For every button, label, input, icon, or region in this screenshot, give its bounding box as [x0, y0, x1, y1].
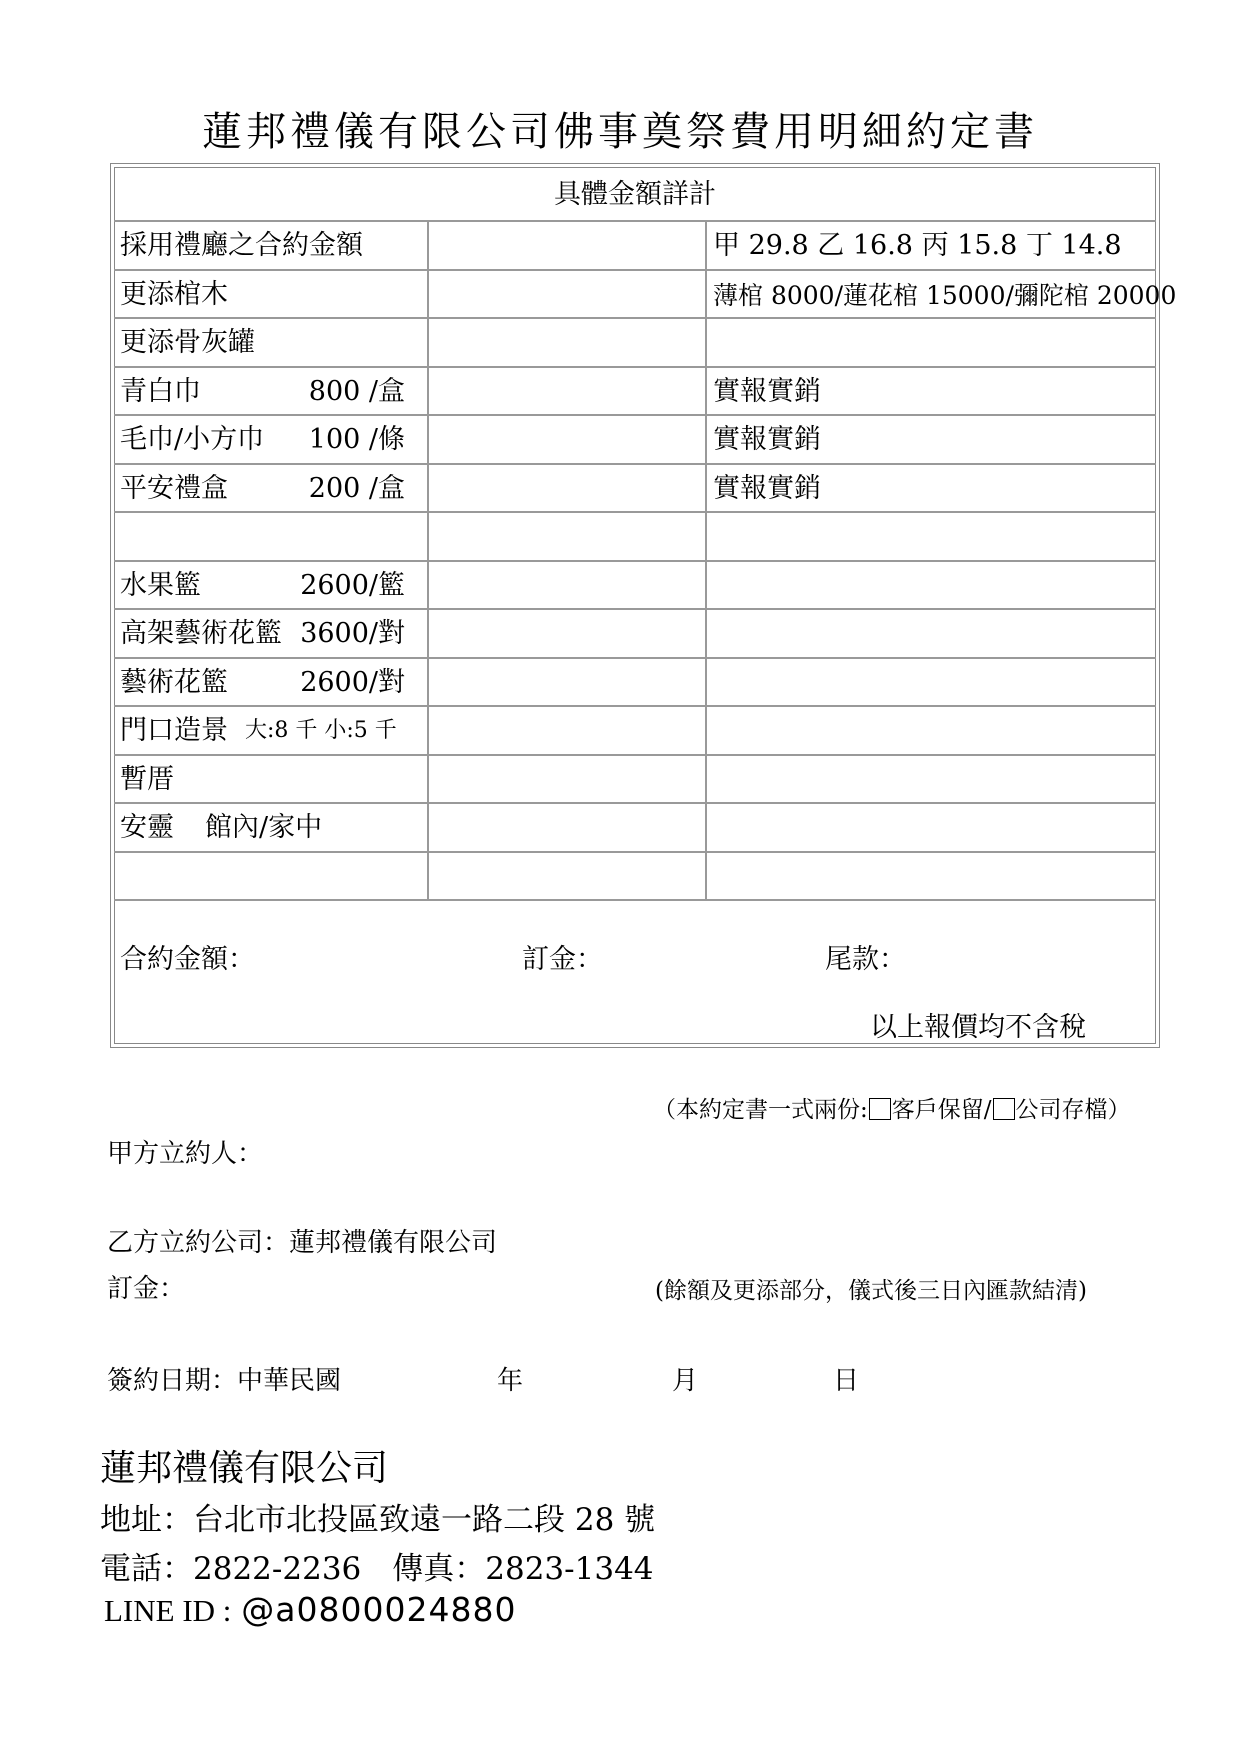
row-divider: [114, 657, 1156, 659]
line-id-value: @a0800024880: [241, 1590, 517, 1629]
company-phone: 電話：2822-2236 傳真：2823-1344: [100, 1551, 654, 1587]
copies-customer: 客戶保留/: [891, 1097, 992, 1123]
row-divider: [114, 463, 1156, 465]
column-divider: [705, 220, 707, 899]
row-divider: [114, 608, 1156, 610]
sign-date-day: 日: [833, 1366, 860, 1396]
table-cell-note: 實報實銷: [713, 424, 821, 455]
table-cell-note: 薄棺 8000/蓮花棺 15000/彌陀棺 20000: [713, 280, 1177, 310]
row-divider: [114, 269, 1156, 271]
row-divider: [114, 317, 1156, 319]
table-cell-item: 水果籃: [120, 569, 201, 601]
copies-company: 公司存檔）: [1015, 1097, 1131, 1123]
header-divider: [114, 220, 1156, 222]
table-cell-item: 門口造景: [120, 715, 228, 746]
sign-date-year: 年: [497, 1366, 524, 1396]
table-cell-item: 暫厝: [120, 763, 174, 795]
table-cell-item: 青白巾: [120, 375, 201, 407]
table-cell-item: 藝術花籃: [120, 666, 228, 698]
party-a-label: 甲方立約人：: [107, 1139, 264, 1169]
table-cell-note: 甲 29.8 乙 16.8 丙 15.8 丁 14.8: [713, 230, 1122, 261]
table-cell-note: 實報實銷: [713, 472, 821, 504]
balance-label: 尾款：: [825, 944, 906, 975]
table-cell-price: 2600/籃: [300, 569, 405, 601]
table-cell-price: 3600/對: [300, 618, 405, 649]
line-id-label: LINE ID :: [104, 1593, 232, 1628]
company-name: 蓮邦禮儀有限公司: [100, 1448, 389, 1489]
row-divider: [114, 705, 1156, 707]
table-cell-price: 2600/對: [300, 666, 405, 698]
table-cell-price: 800 /盒: [308, 375, 405, 407]
table-cell-item: 毛巾/小方巾: [120, 424, 265, 455]
table-cell-item: 高架藝術花籃: [120, 618, 282, 649]
copies-prefix: （本約定書一式兩份:: [653, 1097, 868, 1123]
checkbox-company[interactable]: [993, 1098, 1015, 1120]
sign-date-month: 月: [672, 1366, 699, 1396]
table-cell-price: 200 /盒: [308, 472, 405, 504]
table-cell-item: 平安禮盒: [120, 472, 228, 504]
table-cell-item: 安靈: [120, 812, 174, 843]
table-cell-price: 館內/家中: [205, 812, 323, 843]
row-divider: [114, 560, 1156, 562]
checkbox-customer[interactable]: [869, 1098, 891, 1120]
tax-note: 以上報價均不含稅: [870, 1012, 1086, 1043]
row-divider: [114, 366, 1156, 368]
table-cell-price: 大:8 千 小:5 千: [245, 718, 397, 743]
table-cell-price: 100 /條: [308, 424, 405, 455]
sign-date-label: 簽約日期：中華民國: [107, 1366, 342, 1396]
row-divider: [114, 414, 1156, 416]
column-divider: [427, 220, 429, 899]
company-address: 地址：台北市北投區致遠一路二段 28 號: [100, 1502, 656, 1538]
deposit-label: 訂金：: [107, 1274, 186, 1304]
row-divider: [114, 899, 1156, 901]
table-cell-item: 更添骨灰罐: [120, 327, 255, 358]
row-divider: [114, 802, 1156, 804]
copies-note: [653, 1091, 1131, 1124]
row-divider: [114, 851, 1156, 853]
row-divider: [114, 511, 1156, 513]
deposit-summary-label: 訂金：: [522, 944, 603, 975]
remainder-note: (餘額及更添部分，儀式後三日內匯款結清): [655, 1278, 1087, 1304]
table-cell-note: 實報實銷: [713, 375, 821, 407]
contract-amount-label: 合約金額：: [120, 944, 255, 975]
table-header: 具體金額詳計: [554, 179, 716, 210]
row-divider: [114, 754, 1156, 756]
company-line: [104, 1590, 516, 1629]
table-cell-item: 更添棺木: [120, 278, 228, 310]
party-b-label: 乙方立約公司：蓮邦禮儀有限公司: [107, 1228, 498, 1258]
table-cell-item: 採用禮廳之合約金額: [120, 230, 363, 261]
document-title: 蓮邦禮儀有限公司佛事奠祭費用明細約定書: [202, 109, 1038, 155]
